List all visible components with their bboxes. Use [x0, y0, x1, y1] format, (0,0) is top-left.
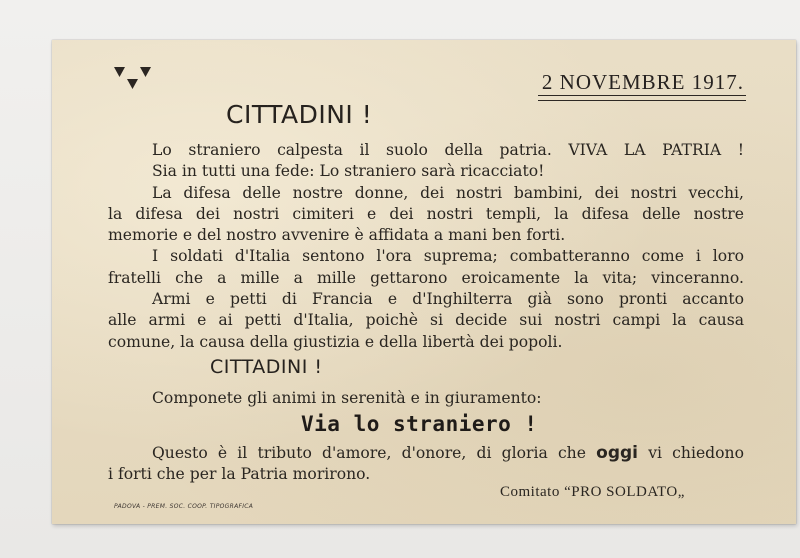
tribute-paragraph	[108, 443, 744, 486]
document-date: 2 NOVEMBRE 1917.	[541, 70, 744, 94]
body-line: alle armi e ai petti d'Italia, poichè si decide sui nostri campi la causa	[108, 311, 744, 330]
committee-signature: Comitato “PRO SOLDATO„	[500, 484, 685, 500]
body-line: Armi e petti di Francia e d'Inghilterra già sono pronti accanto	[152, 290, 744, 309]
body-line: La difesa delle nostre donne, dei nostri bambini, dei nostri vecchi,	[152, 183, 744, 202]
tribute-line-2: i forti che per la Patria morirono.	[108, 465, 371, 484]
tribute-text-after: vi chiedono	[648, 444, 744, 462]
main-heading: CITTADINI !	[226, 100, 373, 129]
printer-credit: PADOVA - PREM. SOC. COOP. TIPOGRAFICA	[114, 503, 254, 510]
body-line: comune, la causa della giustizia e della libertà dei popoli.	[108, 332, 563, 351]
date-underline	[538, 95, 746, 101]
tribute-text-before: Questo è il tributo d'amore, d'onore, di gloria che	[152, 444, 586, 462]
three-triangles-emblem-icon	[114, 66, 154, 92]
body-line: fratelli che a mille a mille gettarono eroicamente la vita; vinceranno.	[108, 268, 744, 287]
secondary-heading: CITTADINI !	[210, 356, 323, 378]
body-line: memorie e del nostro avvenire è affidata a mani ben forti.	[108, 226, 566, 245]
tribute-emphasis: oggi	[596, 443, 639, 463]
body-line: I soldati d'Italia sentono l'ora suprema; combatteranno come i loro	[152, 247, 744, 266]
body-line: la difesa dei nostri cimiteri e dei nostri templi, la difesa delle nostre	[108, 204, 744, 223]
body-line: Lo straniero calpesta il suolo della patria. VIVA LA PATRIA !	[152, 141, 744, 159]
compose-line: Componete gli animi in serenità e in giuramento:	[152, 389, 542, 407]
proclamation-body	[108, 140, 744, 353]
proclamation-card	[52, 40, 796, 524]
body-line: Sia in tutti una fede: Lo straniero sarà ricacciato!	[152, 162, 545, 181]
tribute-line-1	[108, 443, 744, 464]
slogan: Via lo straniero !	[301, 412, 538, 436]
